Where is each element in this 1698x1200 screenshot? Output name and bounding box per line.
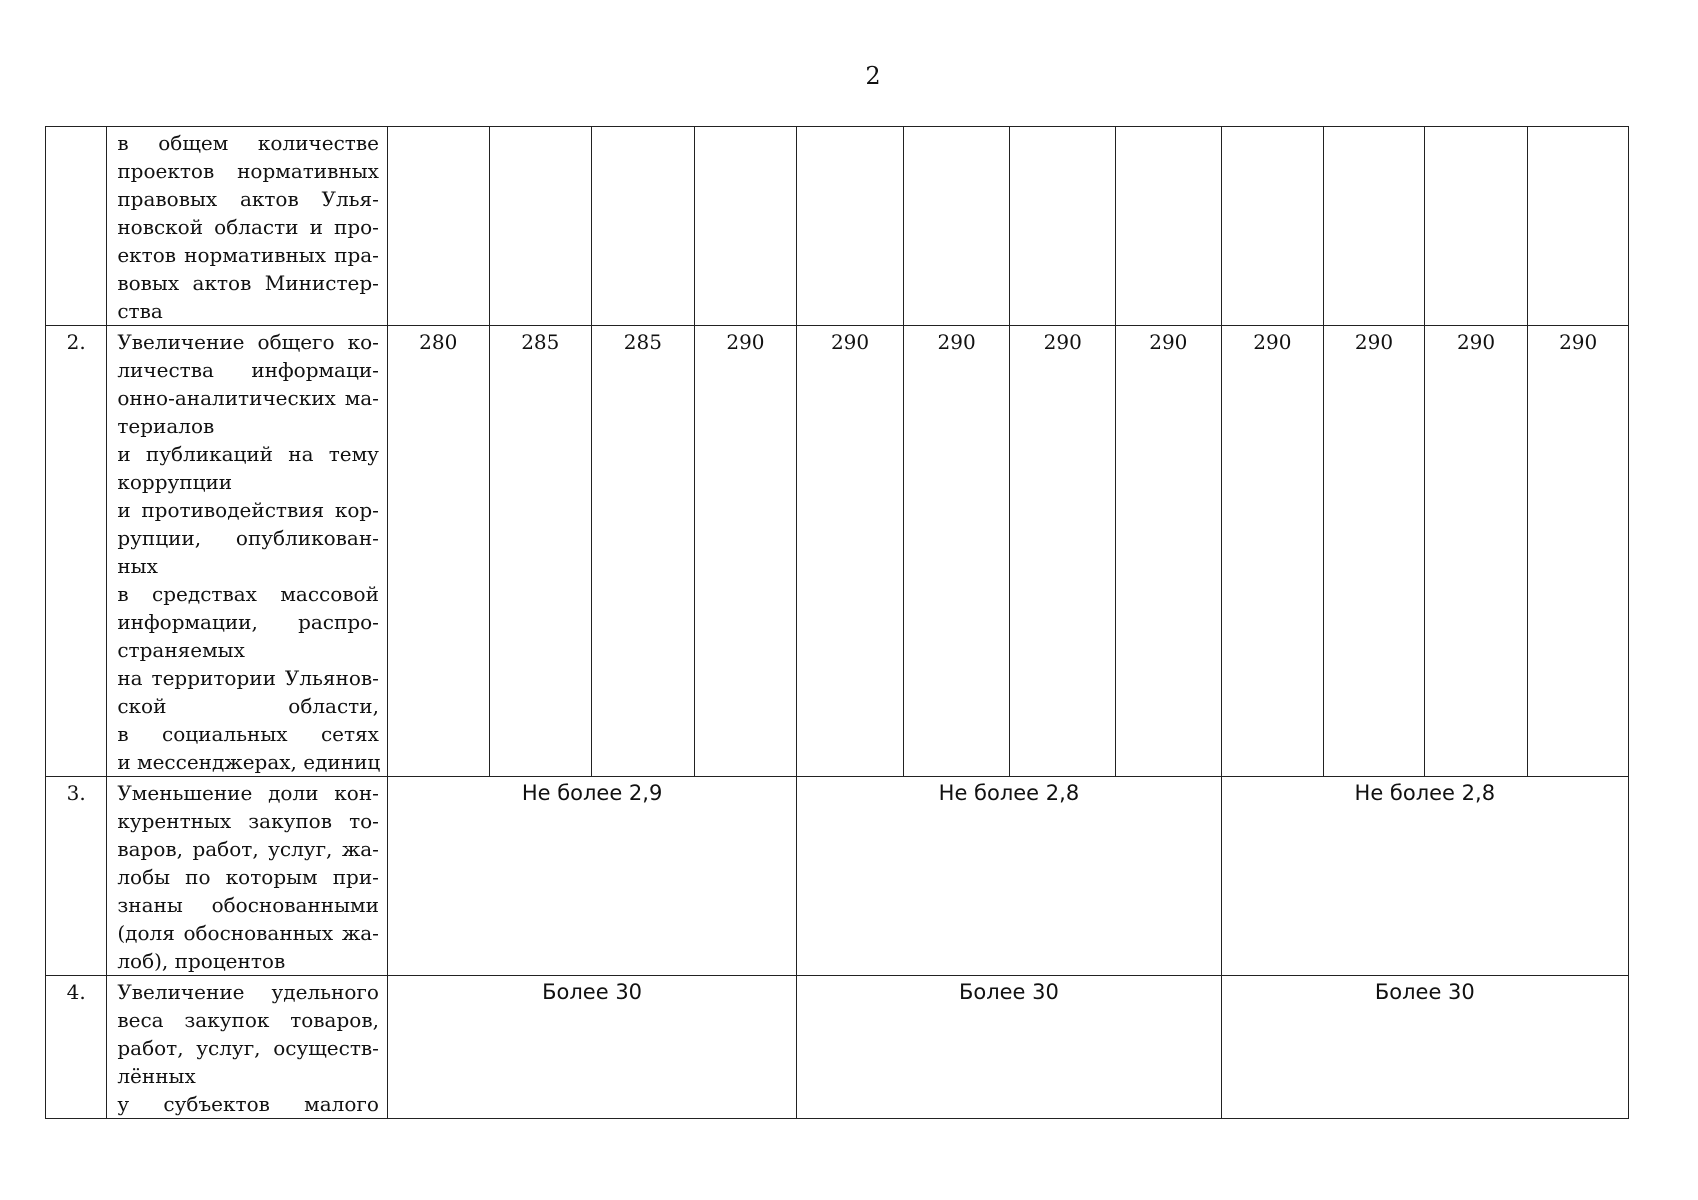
indicator-name-line: у субъектов малого bbox=[117, 1092, 379, 1116]
indicator-name-line: курентных закупов то- bbox=[117, 809, 379, 833]
value-cell bbox=[797, 127, 904, 326]
value-cell bbox=[903, 127, 1010, 326]
value-cell: 290 bbox=[1010, 326, 1116, 777]
indicator-name-line: и мессенджерах, единиц bbox=[117, 750, 381, 774]
indicator-name-line: коррупции bbox=[117, 470, 233, 494]
indicator-name-line: и публикаций на тему bbox=[117, 442, 379, 466]
row-number: 3. bbox=[46, 777, 107, 976]
value-cell bbox=[1221, 127, 1324, 326]
indicator-name-line: ства bbox=[117, 299, 163, 323]
indicator-name bbox=[107, 127, 388, 326]
value-cell bbox=[489, 127, 592, 326]
indicator-name-line: Уменьшение доли кон- bbox=[117, 781, 379, 805]
value-cell: 285 bbox=[592, 326, 695, 777]
row-number: 2. bbox=[46, 326, 107, 777]
indicator-name-line: правовых актов Улья- bbox=[117, 187, 379, 211]
indicator-name-line: Увеличение удельного bbox=[117, 980, 379, 1004]
value-cell: 290 bbox=[694, 326, 797, 777]
indicator-name-line: ектов нормативных пра- bbox=[117, 243, 379, 267]
value-cell: 290 bbox=[1324, 326, 1425, 777]
indicator-name-line: вовых актов Министер- bbox=[117, 271, 379, 295]
table-row bbox=[46, 777, 1629, 976]
merged-value-cell: Не более 2,8 bbox=[1221, 777, 1628, 976]
indicator-name bbox=[107, 976, 388, 1119]
indicator-name-line: в средствах массовой bbox=[117, 582, 379, 606]
indicator-name-line: в общем количестве bbox=[117, 131, 379, 155]
indicator-name-line: личества информаци- bbox=[117, 358, 379, 382]
row-number: 4. bbox=[46, 976, 107, 1119]
indicator-name-line: страняемых bbox=[117, 638, 245, 662]
value-cell bbox=[592, 127, 695, 326]
value-cell: 285 bbox=[489, 326, 592, 777]
page-number: 2 bbox=[865, 62, 881, 90]
indicators-table bbox=[45, 126, 1629, 1119]
indicator-name-line: варов, работ, услуг, жа- bbox=[117, 837, 379, 861]
indicator-name-line: работ, услуг, осуществ- bbox=[117, 1036, 379, 1060]
value-cell: 290 bbox=[1221, 326, 1324, 777]
row-number bbox=[46, 127, 107, 326]
indicator-name-line: лобы по которым при- bbox=[117, 865, 379, 889]
indicator-name-line: ской области, bbox=[117, 694, 379, 718]
indicator-name-line: информации, распро- bbox=[117, 610, 379, 634]
value-cell bbox=[1324, 127, 1425, 326]
indicator-name-line: проектов нормативных bbox=[117, 159, 379, 183]
indicator-name bbox=[107, 326, 388, 777]
indicator-name-line: рупции, опубликован- bbox=[117, 526, 379, 550]
table-row bbox=[46, 976, 1629, 1119]
indicator-name-line: знаны обоснованными bbox=[117, 893, 379, 917]
value-cell bbox=[1528, 127, 1629, 326]
value-cell: 280 bbox=[387, 326, 489, 777]
indicator-name bbox=[107, 777, 388, 976]
value-cell: 290 bbox=[903, 326, 1010, 777]
indicator-name-line: веса закупок товаров, bbox=[117, 1008, 379, 1032]
value-cell: 290 bbox=[1528, 326, 1629, 777]
value-cell bbox=[1010, 127, 1116, 326]
value-cell: 290 bbox=[1424, 326, 1528, 777]
indicator-name-line: новской области и про- bbox=[117, 215, 379, 239]
indicator-name-line: Увеличение общего ко- bbox=[117, 330, 379, 354]
merged-value-cell: Более 30 bbox=[1221, 976, 1628, 1119]
value-cell: 290 bbox=[797, 326, 904, 777]
indicator-name-line: онно-аналитических ма- bbox=[117, 386, 379, 410]
indicator-name-line: лённых bbox=[117, 1064, 196, 1088]
value-cell: 290 bbox=[1116, 326, 1222, 777]
indicator-name-line: и противодействия кор- bbox=[117, 498, 379, 522]
merged-value-cell: Не более 2,8 bbox=[797, 777, 1221, 976]
indicator-name-line: ных bbox=[117, 554, 158, 578]
value-cell bbox=[1424, 127, 1528, 326]
indicator-name-line: на территории Ульянов- bbox=[117, 666, 379, 690]
indicator-name-line: (доля обоснованных жа- bbox=[117, 921, 379, 945]
value-cell bbox=[387, 127, 489, 326]
table-row bbox=[46, 326, 1629, 777]
merged-value-cell: Не более 2,9 bbox=[387, 777, 796, 976]
table-row bbox=[46, 127, 1629, 326]
merged-value-cell: Более 30 bbox=[797, 976, 1221, 1119]
indicator-name-line: лоб), процентов bbox=[117, 949, 286, 973]
merged-value-cell: Более 30 bbox=[387, 976, 796, 1119]
indicator-name-line: териалов bbox=[117, 414, 215, 438]
value-cell bbox=[1116, 127, 1222, 326]
indicator-name-line: в социальных сетях bbox=[117, 722, 379, 746]
value-cell bbox=[694, 127, 797, 326]
